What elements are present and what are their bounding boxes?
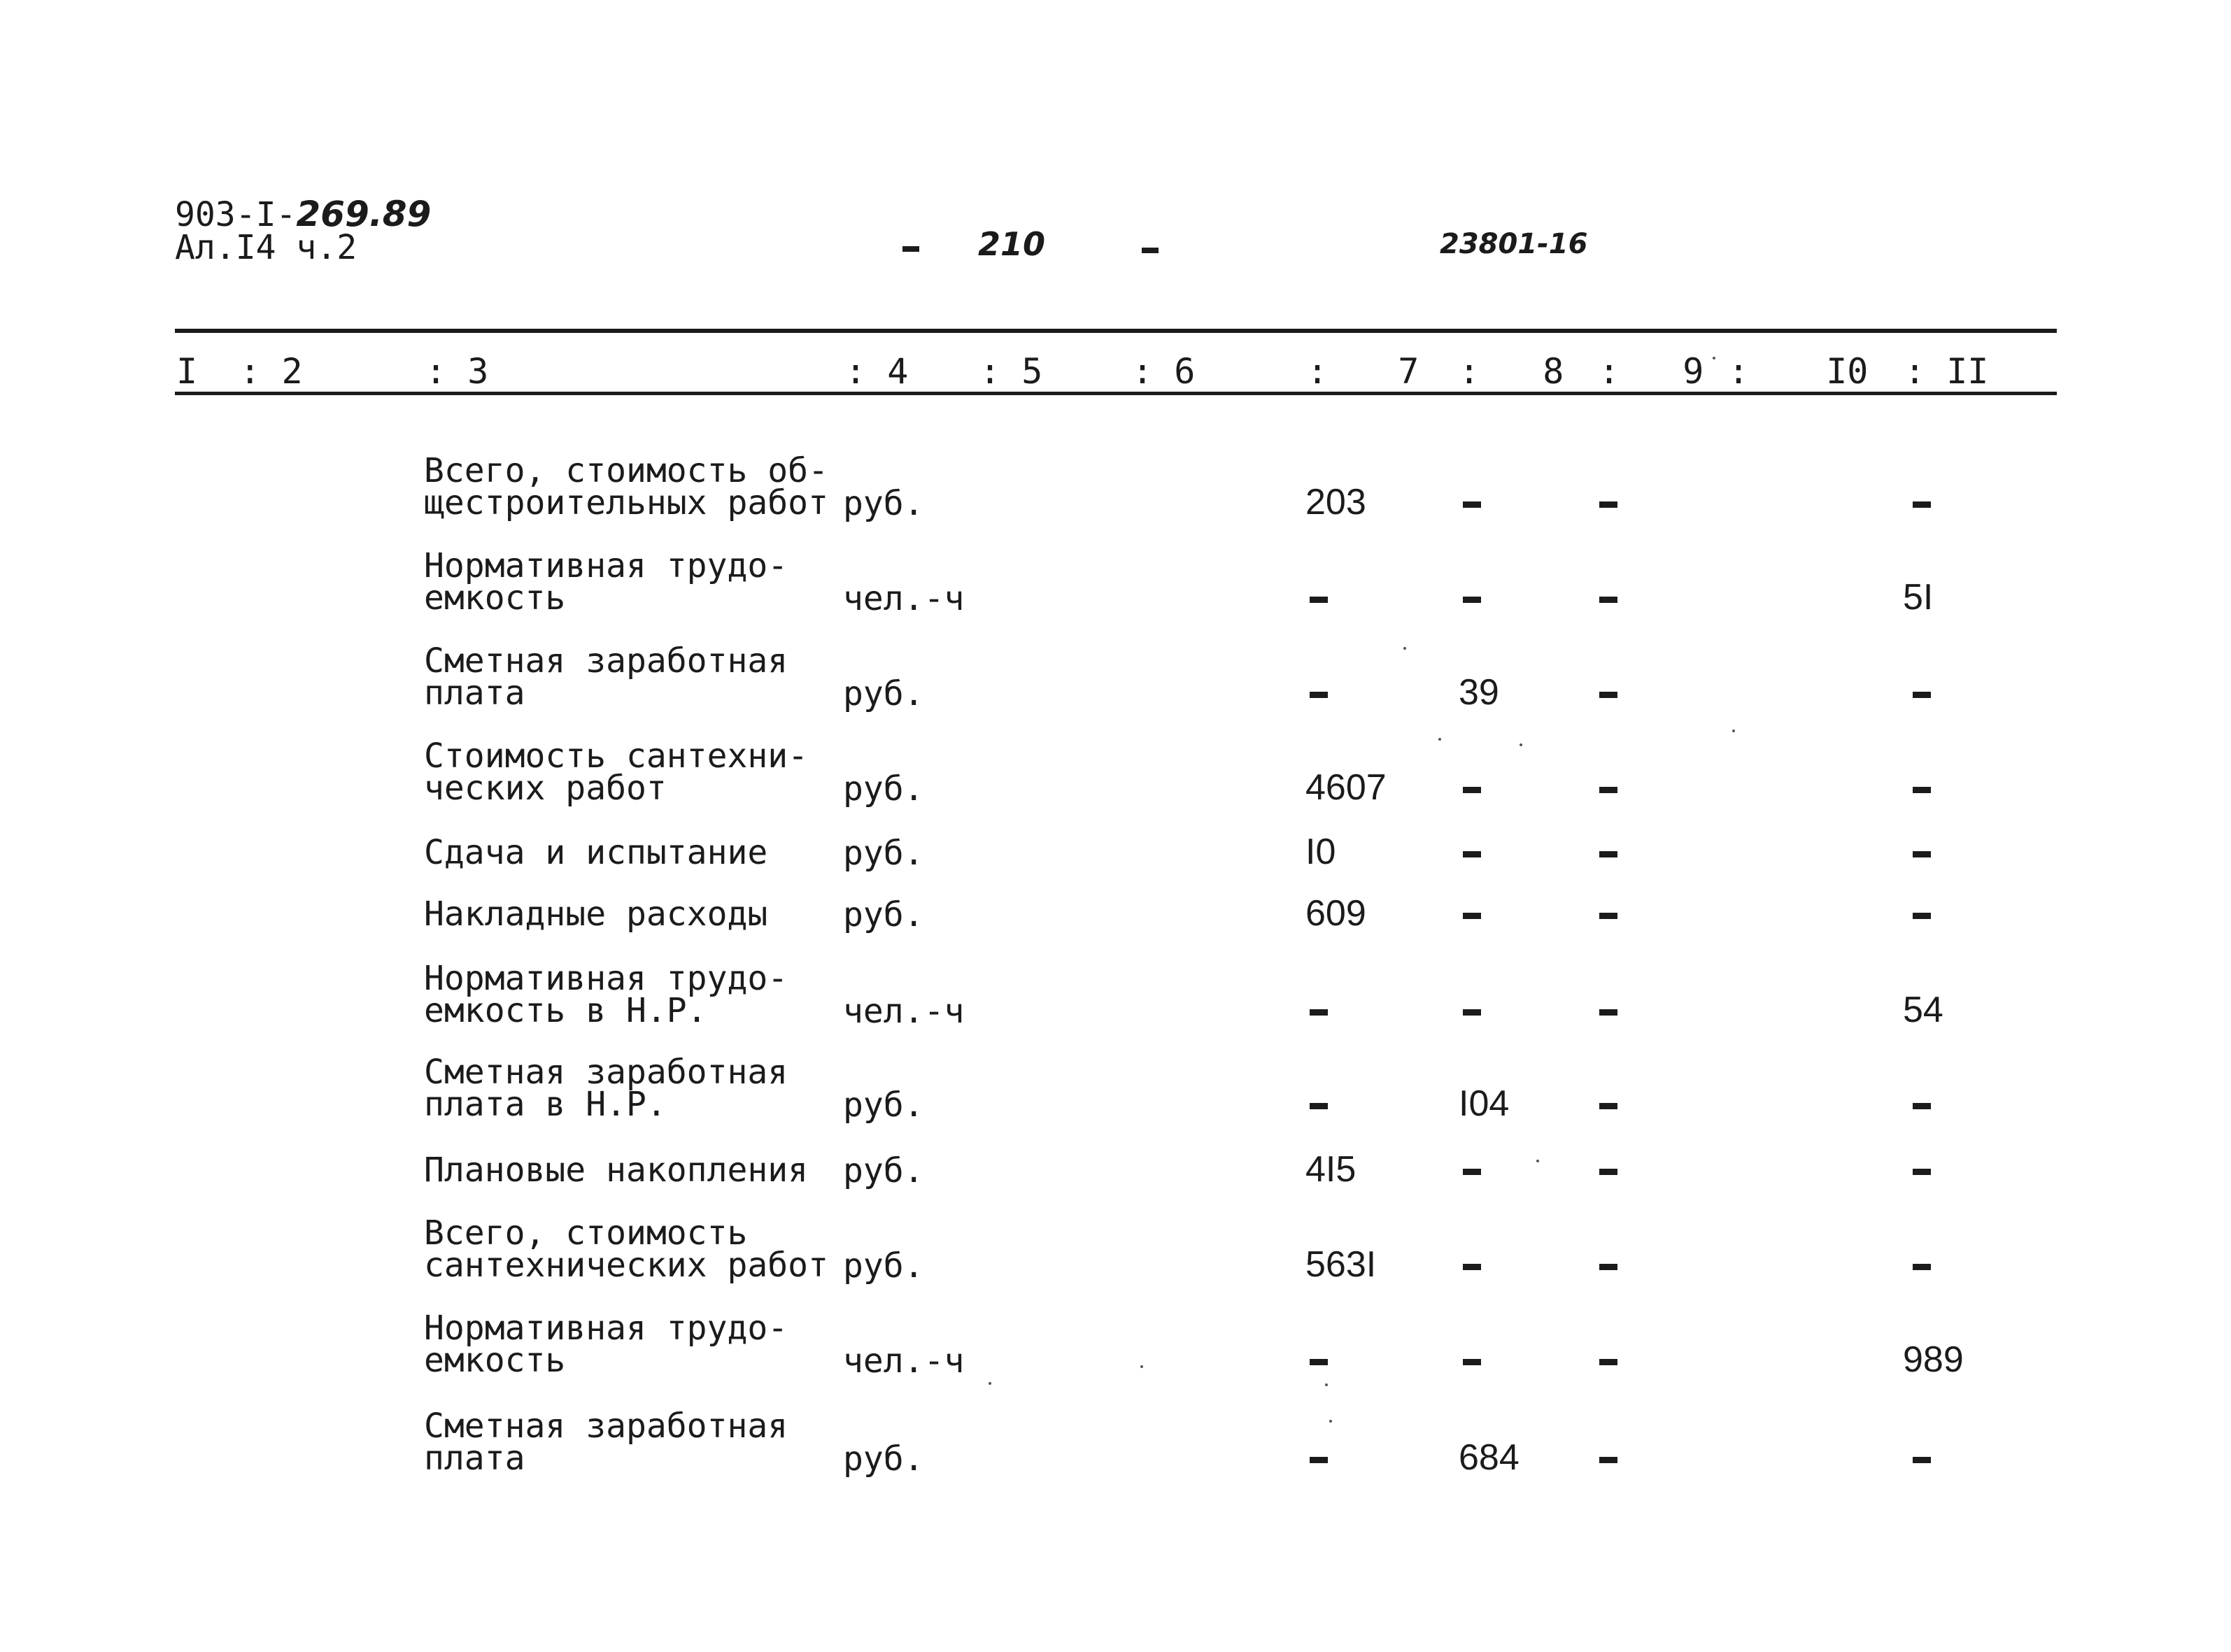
page-number-dash-left — [902, 246, 919, 252]
cell-col-8 — [1459, 1151, 1481, 1188]
dash-mark — [1913, 1457, 1931, 1463]
dash-mark — [1913, 692, 1931, 698]
row-description-line: Сдача и испытание — [424, 833, 768, 872]
cell-col-8 — [1459, 1341, 1481, 1378]
dash-mark — [1463, 913, 1481, 919]
row-unit: руб. — [843, 1085, 924, 1125]
cell-col-11 — [1903, 992, 1943, 1028]
row-description — [424, 546, 788, 618]
row-description-line: Сметная заработная — [424, 1407, 788, 1446]
page-number-dash-right — [1142, 248, 1159, 253]
column-header-7: : 7 — [1307, 351, 1419, 392]
row-unit: руб. — [843, 1439, 924, 1479]
cell-col-11 — [1903, 834, 1931, 870]
scan-speck — [989, 1382, 991, 1385]
cell-value: 203 — [1305, 482, 1366, 522]
cell-value: I04 — [1459, 1083, 1510, 1124]
row-description — [424, 959, 788, 1030]
cell-col-9 — [1595, 484, 1617, 520]
row-description-line: емкость — [424, 578, 566, 618]
dash-mark — [1599, 1169, 1617, 1175]
column-header-6: : 6 — [1132, 351, 1196, 392]
row-unit: чел.-ч — [843, 1341, 965, 1381]
header-rule-bottom — [175, 392, 2057, 395]
cell-value: 563I — [1305, 1244, 1377, 1285]
page-number-group — [902, 225, 1168, 267]
row-description-line: Накладные расходы — [424, 895, 768, 934]
dash-mark — [1310, 1457, 1328, 1463]
row-description-line: Стоимость сантехни- — [424, 736, 809, 776]
dash-mark — [1310, 1103, 1328, 1109]
dash-mark — [1913, 1169, 1931, 1175]
cell-value: 4I5 — [1305, 1149, 1357, 1190]
column-header-4: : 4 — [845, 351, 909, 392]
row-description — [424, 1309, 788, 1380]
dash-mark — [1913, 787, 1931, 793]
row-description-line: щестроительных работ — [424, 483, 828, 522]
cell-col-11 — [1903, 1341, 1964, 1378]
dash-mark — [1599, 692, 1617, 698]
cell-col-9 — [1595, 992, 1617, 1028]
cell-col-7 — [1305, 579, 1328, 615]
cell-col-11 — [1903, 1246, 1931, 1283]
row-description — [424, 1053, 788, 1124]
dash-mark — [1913, 851, 1931, 857]
cell-col-7 — [1305, 834, 1336, 870]
dash-mark — [1463, 1359, 1481, 1365]
page-number: 210 — [978, 225, 1046, 263]
cell-col-7 — [1305, 1151, 1356, 1188]
dash-mark — [1599, 597, 1617, 603]
cell-col-8 — [1459, 1085, 1509, 1122]
cell-col-11 — [1903, 1439, 1931, 1476]
dash-mark — [1913, 1103, 1931, 1109]
dash-mark — [1599, 787, 1617, 793]
row-unit: руб. — [843, 895, 924, 934]
row-unit: чел.-ч — [843, 579, 965, 618]
row-unit: руб. — [843, 484, 924, 523]
document-code-printed: 903-I- — [175, 195, 297, 234]
cell-col-8 — [1459, 895, 1481, 932]
dash-mark — [1463, 851, 1481, 857]
cell-col-9 — [1595, 1085, 1617, 1122]
cell-col-11 — [1903, 484, 1931, 520]
dash-mark — [1463, 1264, 1481, 1270]
cell-col-9 — [1595, 674, 1617, 711]
cell-value: 54 — [1903, 990, 1943, 1030]
row-description — [424, 641, 788, 713]
cell-col-7 — [1305, 484, 1366, 520]
cell-col-8 — [1459, 992, 1481, 1028]
cell-col-8 — [1459, 674, 1499, 711]
document-code — [175, 194, 432, 234]
row-description-line: Сметная заработная — [424, 641, 788, 681]
column-header-10: : I0 — [1728, 351, 1869, 392]
dash-mark — [1913, 1264, 1931, 1270]
column-header-3: : 3 — [425, 351, 489, 392]
header-rule-top — [175, 329, 2057, 333]
row-description — [424, 451, 828, 522]
cell-value: 609 — [1305, 893, 1366, 934]
row-description-line: плата — [424, 1439, 525, 1478]
row-description-line: Всего, стоимость об- — [424, 451, 828, 490]
cell-col-8 — [1459, 834, 1481, 870]
dash-mark — [1599, 1009, 1617, 1016]
dash-mark — [1913, 913, 1931, 919]
row-description-line: емкость — [424, 1341, 566, 1380]
cell-col-8 — [1459, 484, 1481, 520]
dash-mark — [1310, 692, 1328, 698]
cell-col-11 — [1903, 769, 1931, 806]
dash-mark — [1913, 501, 1931, 508]
cell-col-7 — [1305, 1439, 1328, 1476]
row-unit: руб. — [843, 834, 924, 873]
cell-col-8 — [1459, 1439, 1520, 1476]
cell-col-9 — [1595, 1341, 1617, 1378]
row-unit: руб. — [843, 674, 924, 713]
row-unit: руб. — [843, 1246, 924, 1286]
column-header-11: : II — [1904, 351, 1989, 392]
scan-speck — [1403, 647, 1406, 650]
dash-mark — [1599, 913, 1617, 919]
cell-col-8 — [1459, 579, 1481, 615]
document-code-handwritten: 269.89 — [296, 194, 432, 234]
row-description — [424, 1407, 788, 1478]
dash-mark — [1310, 597, 1328, 603]
dash-mark — [1463, 1169, 1481, 1175]
column-header-8: : 8 — [1459, 351, 1564, 392]
row-description-line: плата в Н.Р. — [424, 1085, 667, 1124]
scan-speck — [1520, 743, 1522, 746]
dash-mark — [1599, 501, 1617, 508]
row-description — [424, 833, 768, 872]
column-header-5: : 5 — [979, 351, 1043, 392]
row-description-line: плата — [424, 674, 525, 713]
scan-speck — [1329, 1420, 1332, 1423]
row-description-line: Нормативная трудо- — [424, 546, 788, 585]
cell-col-11 — [1903, 895, 1931, 932]
dash-mark — [1463, 501, 1481, 508]
cell-col-9 — [1595, 579, 1617, 615]
scan-speck — [1438, 738, 1441, 741]
row-unit: руб. — [843, 769, 924, 809]
dash-mark — [1599, 1457, 1617, 1463]
cell-col-7 — [1305, 992, 1328, 1028]
column-header-9: : 9 — [1599, 351, 1704, 392]
cell-col-9 — [1595, 1439, 1617, 1476]
cell-col-8 — [1459, 769, 1481, 806]
cell-col-9 — [1595, 769, 1617, 806]
cell-col-7 — [1305, 769, 1387, 806]
dash-mark — [1599, 1264, 1617, 1270]
row-description-line: Нормативная трудо- — [424, 959, 788, 998]
cell-col-7 — [1305, 1341, 1328, 1378]
row-description — [424, 895, 768, 934]
scan-speck — [1325, 1383, 1328, 1386]
row-description-line: Плановые накопления — [424, 1151, 809, 1190]
column-header-1-2: I : 2 — [176, 351, 303, 392]
cell-col-9 — [1595, 895, 1617, 932]
scan-speck — [1732, 729, 1735, 732]
scan-speck — [1536, 1160, 1539, 1162]
cell-col-11 — [1903, 674, 1931, 711]
row-description-line: Сметная заработная — [424, 1053, 788, 1092]
cell-value: 5I — [1903, 577, 1934, 618]
dash-mark — [1463, 787, 1481, 793]
cell-col-7 — [1305, 674, 1328, 711]
album-label: Ал.I4 ч.2 — [175, 228, 357, 267]
dash-mark — [1463, 1009, 1481, 1016]
cell-value: 4607 — [1305, 767, 1387, 808]
cell-col-8 — [1459, 1246, 1481, 1283]
cell-col-11 — [1903, 1151, 1931, 1188]
cell-col-7 — [1305, 895, 1366, 932]
cell-col-11 — [1903, 1085, 1931, 1122]
cell-value: I0 — [1305, 832, 1336, 872]
scan-speck — [1140, 1365, 1143, 1368]
cell-col-9 — [1595, 1246, 1617, 1283]
cell-col-11 — [1903, 577, 1934, 618]
cell-col-9 — [1595, 834, 1617, 870]
dash-mark — [1310, 1359, 1328, 1365]
dash-mark — [1310, 1009, 1328, 1016]
row-description — [424, 1213, 828, 1285]
row-description-line: Нормативная трудо- — [424, 1309, 788, 1348]
row-description-line: емкость в Н.Р. — [424, 991, 707, 1030]
dash-mark — [1463, 597, 1481, 603]
row-unit: руб. — [843, 1151, 924, 1190]
cell-value: 39 — [1459, 672, 1499, 713]
dash-mark — [1599, 1103, 1617, 1109]
inventory-number: 23801-16 — [1440, 228, 1588, 260]
row-description-line: ческих работ — [424, 769, 667, 808]
scan-speck — [1713, 357, 1715, 359]
cell-value: 684 — [1459, 1437, 1520, 1478]
cell-col-7 — [1305, 1246, 1376, 1283]
cell-col-7 — [1305, 1085, 1328, 1122]
cell-value: 989 — [1903, 1339, 1964, 1380]
row-unit: чел.-ч — [843, 992, 965, 1031]
row-description — [424, 1151, 809, 1190]
row-description-line: сантехнических работ — [424, 1246, 828, 1285]
dash-mark — [1599, 851, 1617, 857]
cell-col-9 — [1595, 1151, 1617, 1188]
dash-mark — [1599, 1359, 1617, 1365]
row-description-line: Всего, стоимость — [424, 1213, 748, 1253]
row-description — [424, 736, 809, 808]
